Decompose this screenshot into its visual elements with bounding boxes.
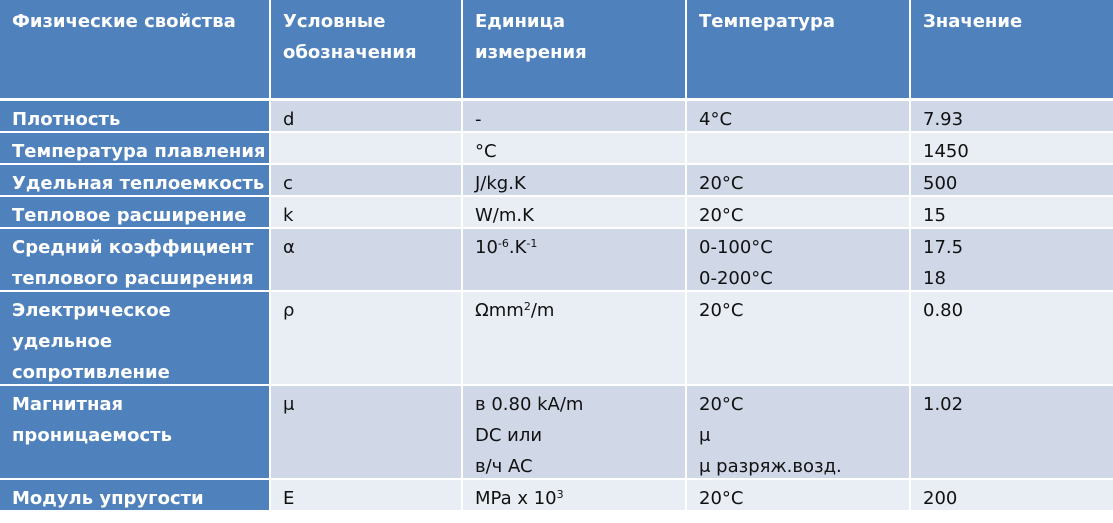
table-header-row bbox=[0, 0, 1113, 101]
value-text: 18 bbox=[923, 268, 946, 289]
value-cell bbox=[911, 480, 1113, 510]
table-row bbox=[0, 197, 1113, 229]
header-text: измерения bbox=[475, 42, 587, 63]
unit-cell bbox=[463, 480, 687, 510]
temp-cell bbox=[687, 101, 911, 131]
unit-cell bbox=[463, 292, 687, 384]
value-cell bbox=[911, 386, 1113, 478]
unit-cell bbox=[463, 229, 687, 290]
symbol-text: μ bbox=[283, 394, 295, 415]
table-row bbox=[0, 386, 1113, 480]
temp-text: μ bbox=[699, 425, 711, 446]
temp-cell bbox=[687, 292, 911, 384]
temp-cell bbox=[687, 480, 911, 510]
header-text: Физические свойства bbox=[12, 11, 236, 32]
value-cell bbox=[911, 197, 1113, 227]
temp-cell bbox=[687, 386, 911, 478]
symbol-cell bbox=[271, 386, 463, 478]
header-cell bbox=[0, 0, 271, 98]
temp-text: 0-200°C bbox=[699, 268, 773, 289]
property-text: проницаемость bbox=[12, 425, 172, 446]
property-text: Модуль упругости bbox=[12, 488, 204, 509]
property-text: сопротивление bbox=[12, 362, 170, 383]
symbol-text: ρ bbox=[283, 300, 295, 321]
unit-text: в 0.80 kA/m bbox=[475, 394, 584, 415]
temp-text: 20°C bbox=[699, 205, 744, 226]
property-text: удельное bbox=[12, 331, 113, 352]
header-text: Температура bbox=[699, 11, 836, 32]
header-text: Единица bbox=[475, 11, 565, 32]
temp-text: 20°C bbox=[699, 394, 744, 415]
unit-cell bbox=[463, 101, 687, 131]
unit-text: J/kg.K bbox=[475, 173, 526, 194]
header-text: Значение bbox=[923, 11, 1023, 32]
property-cell bbox=[0, 386, 271, 478]
unit-mid: .K bbox=[508, 237, 527, 258]
temp-text: 20°C bbox=[699, 300, 744, 321]
unit-text: DC или bbox=[475, 425, 543, 446]
property-cell bbox=[0, 133, 271, 163]
value-text: 17.5 bbox=[923, 237, 964, 258]
symbol-text: α bbox=[283, 237, 295, 258]
table-row bbox=[0, 165, 1113, 197]
table-row bbox=[0, 101, 1113, 133]
symbol-cell bbox=[271, 197, 463, 227]
property-cell bbox=[0, 480, 271, 510]
header-cell bbox=[463, 0, 687, 98]
symbol-cell bbox=[271, 480, 463, 510]
property-text: Удельная теплоемкость bbox=[12, 173, 265, 194]
property-cell bbox=[0, 101, 271, 131]
unit-tail: /m bbox=[530, 300, 555, 321]
table-row bbox=[0, 292, 1113, 386]
unit-exponent: 3 bbox=[556, 488, 564, 501]
temp-cell bbox=[687, 133, 911, 163]
unit-text: W/m.K bbox=[475, 205, 534, 226]
value-cell bbox=[911, 101, 1113, 131]
symbol-cell bbox=[271, 101, 463, 131]
unit-exponent: -6 bbox=[497, 237, 509, 250]
temp-text: 20°C bbox=[699, 173, 744, 194]
table-row bbox=[0, 480, 1113, 512]
value-cell bbox=[911, 229, 1113, 290]
unit-text: в/ч AC bbox=[475, 456, 533, 477]
unit-text: - bbox=[475, 109, 482, 130]
symbol-cell bbox=[271, 292, 463, 384]
symbol-cell bbox=[271, 133, 463, 163]
temp-text: 4°C bbox=[699, 109, 733, 130]
value-cell bbox=[911, 133, 1113, 163]
value-text: 1.02 bbox=[923, 394, 964, 415]
unit-cell bbox=[463, 386, 687, 478]
value-text: 15 bbox=[923, 205, 946, 226]
temp-cell bbox=[687, 197, 911, 227]
property-cell bbox=[0, 197, 271, 227]
table-row bbox=[0, 229, 1113, 292]
unit-base: 10 bbox=[475, 237, 498, 258]
table-row bbox=[0, 133, 1113, 165]
symbol-text: k bbox=[283, 205, 294, 226]
header-text: обозначения bbox=[283, 42, 417, 63]
value-text: 7.93 bbox=[923, 109, 964, 130]
header-text: Условные bbox=[283, 11, 386, 32]
property-text: Электрическое bbox=[12, 300, 171, 321]
temp-cell bbox=[687, 229, 911, 290]
property-text: Плотность bbox=[12, 109, 121, 130]
unit-base: Ωmm bbox=[475, 300, 524, 321]
symbol-text: c bbox=[283, 173, 293, 194]
header-cell bbox=[271, 0, 463, 98]
unit-cell bbox=[463, 165, 687, 195]
header-cell bbox=[687, 0, 911, 98]
temp-cell bbox=[687, 165, 911, 195]
property-cell bbox=[0, 165, 271, 195]
temp-text: 0-100°C bbox=[699, 237, 773, 258]
symbol-cell bbox=[271, 229, 463, 290]
property-cell bbox=[0, 292, 271, 384]
value-text: 0.80 bbox=[923, 300, 964, 321]
property-text: Средний коэффициент bbox=[12, 237, 254, 258]
unit-text bbox=[475, 232, 673, 263]
unit-cell bbox=[463, 133, 687, 163]
property-text: теплового расширения bbox=[12, 268, 254, 289]
value-cell bbox=[911, 292, 1113, 384]
temp-text: 20°C bbox=[699, 488, 744, 509]
header-cell bbox=[911, 0, 1113, 98]
property-text: Тепловое расширение bbox=[12, 205, 247, 226]
property-text: Магнитная bbox=[12, 394, 124, 415]
unit-text bbox=[475, 295, 673, 326]
value-text: 500 bbox=[923, 173, 958, 194]
unit-exponent: -1 bbox=[526, 237, 538, 250]
property-text: Температура плавления bbox=[12, 141, 266, 162]
unit-text: °C bbox=[475, 141, 497, 162]
unit-cell bbox=[463, 197, 687, 227]
value-cell bbox=[911, 165, 1113, 195]
temp-text: μ разряж.возд. bbox=[699, 456, 842, 477]
value-text: 1450 bbox=[923, 141, 969, 162]
unit-text bbox=[475, 483, 673, 510]
value-text: 200 bbox=[923, 488, 958, 509]
property-cell bbox=[0, 229, 271, 290]
unit-exponent: 2 bbox=[523, 300, 531, 313]
unit-base: MPa x 10 bbox=[475, 488, 557, 509]
symbol-cell bbox=[271, 165, 463, 195]
symbol-text: d bbox=[283, 109, 295, 130]
symbol-text: E bbox=[283, 488, 295, 509]
